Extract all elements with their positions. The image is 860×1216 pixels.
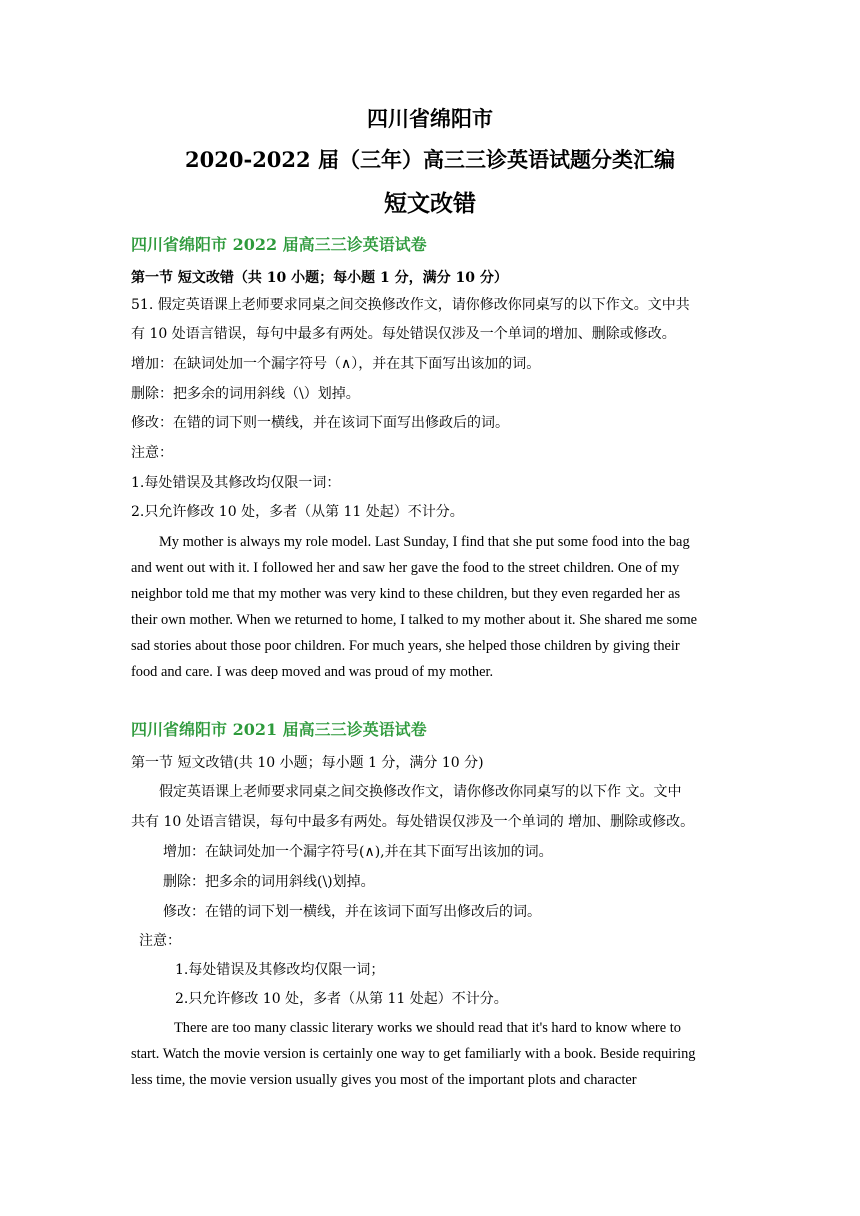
- doc-title-region: 四川省绵阳市: [367, 106, 493, 131]
- section-2022-instruction: 删除：把多余的词用斜线（\）划掉。: [131, 386, 360, 402]
- section-2021-passage-line: start. Watch the movie version is certainly one way to get familiarly with a book. Beside requiring: [131, 1046, 696, 1062]
- section-2022-passage-line: and went out with it. I followed her and saw her gave the food to the street children. One of my: [131, 560, 680, 576]
- section-2022-passage-line: My mother is always my role model. Last Sunday, I find that she put some food into the bag: [159, 534, 690, 550]
- section-2022-instruction: 修改：在错的词下则一横线，并在该词下面写出修政后的词。: [131, 415, 509, 431]
- section-2021-instruction: 修改：在错的词下划一横线，并在该词下面写出修改后的词。: [163, 904, 541, 920]
- section-2021-part-title: 第一节 短文改错(共 10 小题；每小题 1 分，满分 10 分): [131, 755, 484, 771]
- section-2022-instruction: 注意：: [131, 445, 173, 461]
- section-2022-passage-line: neighbor told me that my mother was very kind to these children, but they even regarded her as: [131, 586, 681, 602]
- section-2021-instruction: 删除：把多余的词用斜线(\)划掉。: [163, 874, 375, 890]
- section-2022-part-title: 第一节 短文改错（共 10 小题；每小题 1 分，满分 10 分）: [131, 270, 508, 286]
- section-2022-instruction: 有 10 处语言错误，每句中最多有两处。每处错误仅涉及一个单词的增加、删除或修改。: [131, 326, 676, 342]
- section-2022-instruction: 2.只允许修改 10 处，多者（从第 11 处起）不计分。: [131, 504, 464, 520]
- section-2021-instruction: 增加：在缺词处加一个漏字符号(∧),并在其下面写出该加的词。: [163, 844, 553, 860]
- doc-title-main: 2020-2022 届（三年）高三三诊英语试题分类汇编: [185, 147, 675, 172]
- section-2022-passage-line: food and care. I was deep moved and was proud of my mother.: [131, 664, 494, 680]
- doc-title-topic: 短文改错: [384, 190, 476, 217]
- section-2021-heading: 四川省绵阳市 2021 届高三三诊英语试卷: [131, 720, 427, 739]
- section-2021-instruction: 共有 10 处语言错误，每句中最多有两处。每处错误仅涉及一个单词的 增加、删除或修改。: [131, 814, 695, 830]
- section-2021-passage-line: less time, the movie version usually gives you most of the important plots and character: [131, 1072, 637, 1088]
- section-2021-instruction: 2.只允许修改 10 处，多者（从第 11 处起）不计分。: [175, 991, 508, 1007]
- section-2022-instruction: 1.每处错误及其修改均仅限一词：: [131, 475, 341, 491]
- section-2022-instruction: 51. 假定英语课上老师要求同桌之间交换修改作文，请你修改你同桌写的以下作文。文中共: [131, 297, 690, 313]
- section-2021-instruction: 注意：: [139, 933, 181, 949]
- section-2022-heading: 四川省绵阳市 2022 届高三三诊英语试卷: [131, 235, 427, 254]
- section-2021-instruction: 假定英语课上老师要求同桌之间交换修改作文，请你修改你同桌写的以下作 文。文中: [159, 784, 682, 800]
- section-2022-instruction: 增加：在缺词处加一个漏字符号（∧），并在其下面写出该加的词。: [131, 356, 541, 372]
- section-2022-passage-line: sad stories about those poor children. For much years, she helped those children by giving their: [131, 638, 680, 654]
- section-2021-passage-line: There are too many classic literary works we should read that it's hard to know where to: [174, 1020, 681, 1036]
- section-2022-passage-line: their own mother. When we returned to home, I talked to my mother about it. She shared me some: [131, 612, 698, 628]
- section-2021-instruction: 1.每处错误及其修改均仅限一词；: [175, 962, 385, 978]
